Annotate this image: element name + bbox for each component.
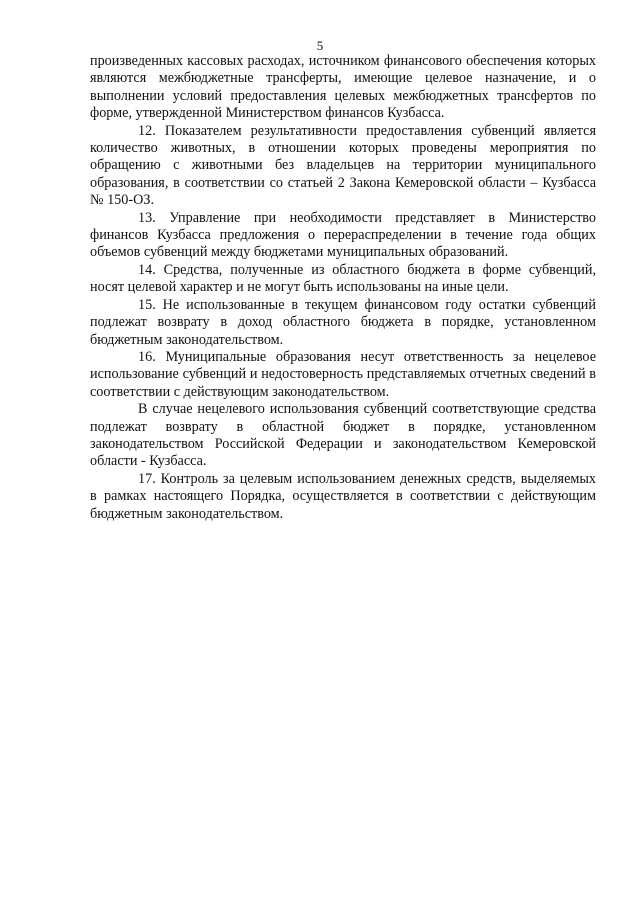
paragraph-12: 12. Показателем результативности предоставления субвенций является количество животных, в отношении которых проведены мероприятия по обращению с животными без владельцев на территории муниципального образования, в соответствии со статьей 2 Закона Кемеровской области – Кузбасса № 150-ОЗ.: [90, 122, 596, 209]
paragraph-16-continuation: В случае нецелевого использования субвенций соответствующие средства подлежат возврату в областной бюджет в порядке, установленном законодательством Российской Федерации и законодательством Кемеровской области - Кузбасса.: [90, 401, 596, 470]
paragraph-15: 15. Не использованные в текущем финансовом году остатки субвенций подлежат возврату в доход областного бюджета в порядке, установленном бюджетным законодательством.: [90, 296, 596, 348]
paragraph-continuation: произведенных кассовых расходах, источником финансового обеспечения которых являются межбюджетные трансферты, имеющие целевое назначение, и о выполнении условий предоставления целевых межбюджетных трансфертов по форме, утвержденной Министерством финансов Кузбасса.: [90, 53, 596, 122]
paragraph-14: 14. Средства, полученные из областного бюджета в форме субвенций, носят целевой характер и не могут быть использованы на иные цели.: [90, 261, 596, 296]
paragraph-17: 17. Контроль за целевым использованием денежных средств, выделяемых в рамках настоящего Порядка, осуществляется в соответствии с действующим бюджетным законодательством.: [90, 470, 596, 522]
document-body: [90, 53, 596, 523]
paragraph-13: 13. Управление при необходимости представляет в Министерство финансов Кузбасса предложения о перераспределении в течение года общих объемов субвенций между бюджетами муниципальных образований.: [90, 209, 596, 261]
page-number: 5: [316, 38, 324, 53]
paragraph-16: 16. Муниципальные образования несут ответственность за нецелевое использование субвенций и недостоверность представляемых отчетных сведений в соответствии с действующим законодательством.: [90, 348, 596, 400]
